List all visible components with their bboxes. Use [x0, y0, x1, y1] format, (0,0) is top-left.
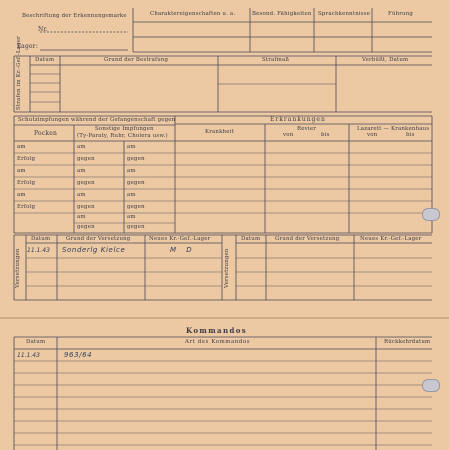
versetzungen-side-label-right: Versetzungen [224, 248, 230, 288]
versetzungen-col-lager-left: Neues Kr.-Gef.-Lager [149, 236, 211, 242]
schutz-cell-label: gegen [77, 204, 95, 210]
erkrankungen-lazarett-bis: bis [406, 132, 415, 138]
versetzungen-col-grund-right: Grund der Versetzung [275, 236, 340, 242]
erkrankungen-krankheit: Krankheit [205, 129, 234, 135]
schutz-cell-label: am [127, 168, 136, 174]
erkrankungen-revier: Revier [297, 126, 316, 132]
nr-label: Nr. [38, 26, 48, 33]
versetzungen-col-datum-right: Datum [241, 236, 261, 242]
schutz-cell-label: gegen [127, 224, 145, 230]
col-faehigkeiten: Besond. Fähigkeiten [252, 11, 312, 17]
kommando-entry-datum: 11.1.43 [17, 352, 40, 359]
strafen-col-strafmass: Strafmaß [262, 57, 290, 63]
versetzung-entry-datum: 11.1.43 [27, 247, 50, 254]
versetzungen-side-label-left: Versetzungen [15, 248, 21, 288]
versetzungen-col-lager-right: Neues Kr.-Gef.-Lager [360, 236, 422, 242]
schutz-cell-label: am [77, 192, 86, 198]
schutz-cell-label: Erfolg [17, 180, 36, 186]
versetzungen-col-datum-left: Datum [31, 236, 51, 242]
kommandos-col-rueckkehr: Rückkehrdatum [384, 339, 431, 345]
schutz-cell-label: gegen [77, 224, 95, 230]
erkrankungen-revier-von: von [283, 132, 294, 138]
punch-hole-upper [422, 208, 440, 221]
schutz-cell-label: am [77, 144, 86, 150]
col-charaktereigenschaften: Charaktereigenschaften u. a. [150, 11, 236, 17]
kommandos-col-datum: Datum [26, 339, 46, 345]
kommandos-col-art: Art des Kommandos [185, 339, 251, 345]
strafen-side-label: Strafen im Kr.-Gef.-Lager [16, 36, 22, 110]
strafen-col-verbuesst: Verbüßt, Datum [362, 57, 409, 63]
schutz-sonstige: Sonstige Impfungen [95, 126, 154, 132]
schutz-cell-label: gegen [77, 156, 95, 162]
erkrankungen-lazarett-von: von [367, 132, 378, 138]
erkrankungen-revier-bis: bis [321, 132, 330, 138]
schutz-cell-label: gegen [127, 204, 145, 210]
schutz-cell-label: am [127, 214, 136, 220]
schutz-cell-label: Erfolg [17, 156, 36, 162]
schutz-cell-label: am [127, 192, 136, 198]
schutz-cell-label: gegen [127, 180, 145, 186]
punch-hole-lower [422, 379, 440, 392]
schutz-cell-label: gegen [77, 180, 95, 186]
strafen-col-grund: Grund der Bestrafung [104, 57, 169, 63]
versetzung-entry-lager: M D [170, 246, 196, 254]
schutz-cell-label: am [77, 214, 86, 220]
kommando-entry-art: 963/64 [64, 351, 93, 359]
col-fuehrung: Führung [388, 11, 414, 17]
schutz-cell-label: gegen [127, 156, 145, 162]
schutz-cell-label: am [17, 192, 26, 198]
versetzung-entry-grund: Sonderlg Kielce [62, 246, 126, 254]
schutz-cell-label: am [127, 144, 136, 150]
schutz-cell-label: Erfolg [17, 204, 36, 210]
erkennungsmarke-label: Beschriftung der Erkennungsmarke [22, 13, 127, 19]
versetzungen-col-grund-left: Grund der Versetzung [66, 236, 131, 242]
erkrankungen-title: Erkrankungen [270, 116, 326, 123]
schutz-sonstige-sub: (Ty-Paraty, Ruhr, Cholera usw.) [77, 133, 168, 139]
col-sprachkenntnisse: Sprachkenntnisse [318, 11, 371, 17]
schutz-cell-label: am [17, 144, 26, 150]
strafen-col-datum: Datum [35, 57, 55, 63]
schutz-cell-label: am [17, 168, 26, 174]
lager-label: Lager: [17, 43, 39, 50]
erkrankungen-lazarett: Lazarett — Krankenhaus [357, 126, 430, 132]
schutz-pocken: Pocken [34, 130, 58, 137]
schutz-cell-label: am [77, 168, 86, 174]
kommandos-title: Kommandos [186, 326, 248, 335]
schutz-title: Schutzimpfungen während der Gefangenschaft gegen [18, 117, 176, 123]
